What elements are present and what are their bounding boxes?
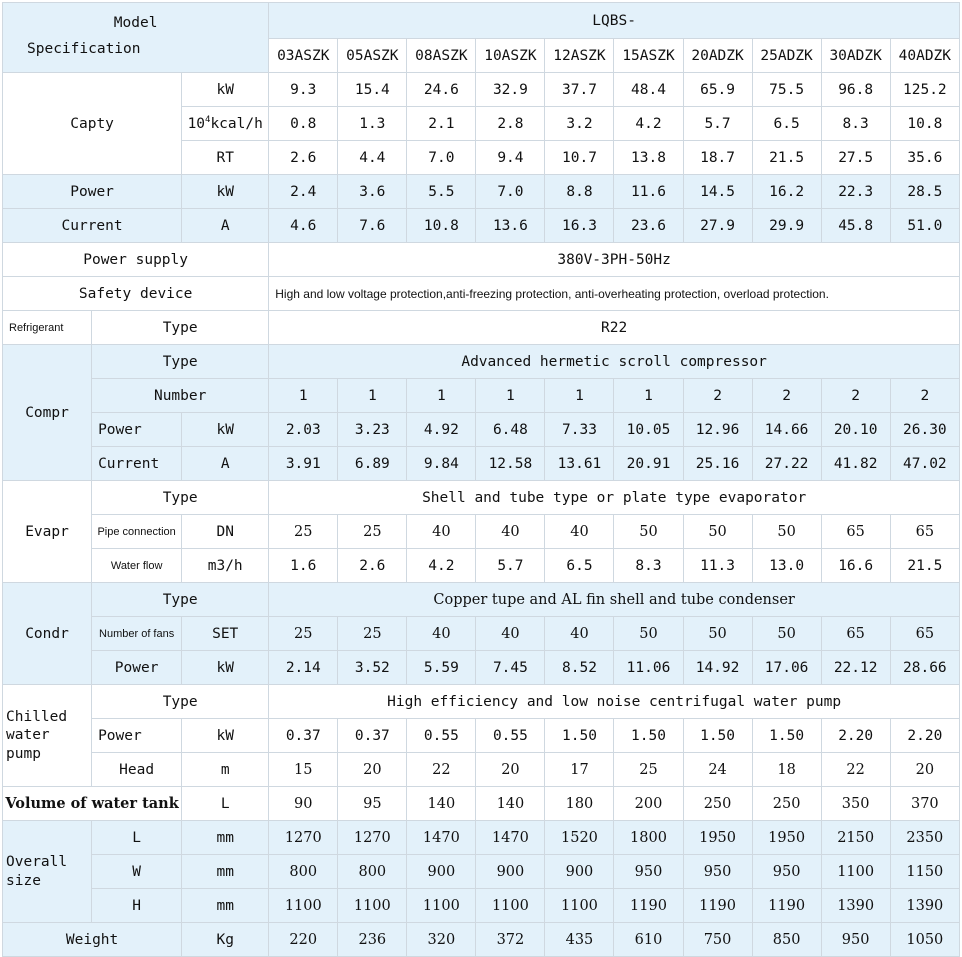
value-cell: 51.0	[890, 209, 959, 243]
size-h-label: H	[92, 889, 182, 923]
value-cell: 10.7	[545, 141, 614, 175]
current-label: Current	[3, 209, 182, 243]
value-cell: 12.58	[476, 447, 545, 481]
power-supply-row	[3, 243, 960, 277]
unit-cell: A	[182, 447, 269, 481]
value-cell: 250	[683, 787, 752, 821]
capacity-kw-row	[3, 73, 960, 107]
power-row	[3, 175, 960, 209]
value-cell: 17	[545, 753, 614, 787]
value-cell: 13.0	[752, 549, 821, 583]
value-cell: 4.2	[407, 549, 476, 583]
compressor-type-value: Advanced hermetic scroll compressor	[269, 345, 960, 379]
value-cell: 27.5	[821, 141, 890, 175]
value-cell: 90	[269, 787, 338, 821]
value-cell: 2.6	[269, 141, 338, 175]
value-cell: 6.5	[545, 549, 614, 583]
value-cell: 21.5	[752, 141, 821, 175]
value-cell: 1	[407, 379, 476, 413]
value-cell: 10.05	[614, 413, 683, 447]
value-cell: 8.8	[545, 175, 614, 209]
compressor-type-row	[3, 345, 960, 379]
value-cell: 2.4	[269, 175, 338, 209]
value-cell: 22	[821, 753, 890, 787]
compressor-power-row	[3, 413, 960, 447]
safety-device-row	[3, 277, 960, 311]
value-cell: 27.22	[752, 447, 821, 481]
value-cell: 1390	[890, 889, 959, 923]
value-cell: 50	[614, 515, 683, 549]
value-cell: 11.6	[614, 175, 683, 209]
value-cell: 1270	[338, 821, 407, 855]
value-cell: 0.55	[407, 719, 476, 753]
unit-prefix: 10	[187, 115, 206, 132]
value-cell: 0.55	[476, 719, 545, 753]
value-cell: 1950	[683, 821, 752, 855]
compressor-number-label: Number	[92, 379, 269, 413]
value-cell: 14.92	[683, 651, 752, 685]
compressor-current-label: Current	[92, 447, 182, 481]
value-cell: 10.8	[890, 107, 959, 141]
pipe-connection-label: Pipe connection	[92, 515, 182, 549]
value-cell: 6.48	[476, 413, 545, 447]
value-cell: 2.6	[338, 549, 407, 583]
value-cell: 50	[752, 617, 821, 651]
value-cell: 7.33	[545, 413, 614, 447]
value-cell: 4.4	[338, 141, 407, 175]
spec-table	[2, 2, 960, 957]
value-cell: 45.8	[821, 209, 890, 243]
power-supply-value: 380V-3PH-50Hz	[269, 243, 960, 277]
value-cell: 7.0	[476, 175, 545, 209]
compressor-power-label: Power	[92, 413, 182, 447]
value-cell: 1190	[752, 889, 821, 923]
value-cell: 250	[752, 787, 821, 821]
value-cell: 50	[683, 515, 752, 549]
condenser-power-row	[3, 651, 960, 685]
number-of-fans-label: Number of fans	[92, 617, 182, 651]
model-header-cell: 40ADZK	[890, 39, 959, 73]
value-cell: 610	[614, 923, 683, 957]
value-cell: 6.89	[338, 447, 407, 481]
value-cell: 236	[338, 923, 407, 957]
header-row-series	[3, 3, 960, 39]
unit-cell: DN	[182, 515, 269, 549]
value-cell: 8.3	[614, 549, 683, 583]
value-cell: 2350	[890, 821, 959, 855]
value-cell: 372	[476, 923, 545, 957]
value-cell: 13.8	[614, 141, 683, 175]
value-cell: 28.66	[890, 651, 959, 685]
size-w-row	[3, 855, 960, 889]
value-cell: 370	[890, 787, 959, 821]
value-cell: 3.6	[338, 175, 407, 209]
value-cell: 28.5	[890, 175, 959, 209]
pump-type-label: Type	[92, 685, 269, 719]
model-header-cell: 12ASZK	[545, 39, 614, 73]
value-cell: 950	[821, 923, 890, 957]
value-cell: 350	[821, 787, 890, 821]
pump-power-row	[3, 719, 960, 753]
value-cell: 2.8	[476, 107, 545, 141]
model-header-cell: 20ADZK	[683, 39, 752, 73]
chilled-water-pump-label: Chilled water pump	[3, 685, 92, 787]
value-cell: 40	[545, 617, 614, 651]
value-cell: 900	[545, 855, 614, 889]
value-cell: 950	[752, 855, 821, 889]
value-cell: 9.4	[476, 141, 545, 175]
value-cell: 1.50	[683, 719, 752, 753]
value-cell: 21.5	[890, 549, 959, 583]
value-cell: 40	[476, 515, 545, 549]
value-cell: 65	[890, 515, 959, 549]
evaporator-flow-row	[3, 549, 960, 583]
value-cell: 1100	[821, 855, 890, 889]
value-cell: 20.91	[614, 447, 683, 481]
value-cell: 140	[476, 787, 545, 821]
value-cell: 11.3	[683, 549, 752, 583]
unit-cell: SET	[182, 617, 269, 651]
value-cell: 15.4	[338, 73, 407, 107]
value-cell: 13.6	[476, 209, 545, 243]
value-cell: 1	[269, 379, 338, 413]
value-cell: 25	[338, 617, 407, 651]
value-cell: 50	[683, 617, 752, 651]
value-cell: 1520	[545, 821, 614, 855]
value-cell: 9.3	[269, 73, 338, 107]
value-cell: 20	[338, 753, 407, 787]
value-cell: 95	[338, 787, 407, 821]
model-header-cell: 30ADZK	[821, 39, 890, 73]
value-cell: 50	[614, 617, 683, 651]
unit-cell: kW	[182, 413, 269, 447]
unit-cell: Kg	[182, 923, 269, 957]
value-cell: 950	[614, 855, 683, 889]
unit-exponent: 4	[205, 115, 211, 126]
size-h-row	[3, 889, 960, 923]
unit-cell	[182, 107, 269, 141]
value-cell: 35.6	[890, 141, 959, 175]
model-header-cell: 25ADZK	[752, 39, 821, 73]
value-cell: 1950	[752, 821, 821, 855]
value-cell: 10.8	[407, 209, 476, 243]
unit-suffix: kcal/h	[210, 115, 263, 132]
weight-row	[3, 923, 960, 957]
value-cell: 4.92	[407, 413, 476, 447]
value-cell: 3.91	[269, 447, 338, 481]
evaporator-pipe-row	[3, 515, 960, 549]
water-tank-row	[3, 787, 960, 821]
value-cell: 3.52	[338, 651, 407, 685]
value-cell: 1.50	[545, 719, 614, 753]
unit-cell: m3/h	[182, 549, 269, 583]
unit-cell: kW	[182, 175, 269, 209]
value-cell: 22	[407, 753, 476, 787]
value-cell: 25	[269, 515, 338, 549]
value-cell: 16.3	[545, 209, 614, 243]
value-cell: 1.3	[338, 107, 407, 141]
value-cell: 1190	[683, 889, 752, 923]
value-cell: 0.8	[269, 107, 338, 141]
evaporator-type-row	[3, 481, 960, 515]
value-cell: 6.5	[752, 107, 821, 141]
value-cell: 5.7	[476, 549, 545, 583]
unit-cell: mm	[182, 889, 269, 923]
value-cell: 435	[545, 923, 614, 957]
value-cell: 96.8	[821, 73, 890, 107]
pump-power-label: Power	[92, 719, 182, 753]
evaporator-label: Evapr	[3, 481, 92, 583]
value-cell: 1390	[821, 889, 890, 923]
pump-type-row	[3, 685, 960, 719]
value-cell: 1100	[338, 889, 407, 923]
value-cell: 1800	[614, 821, 683, 855]
value-cell: 22.12	[821, 651, 890, 685]
specification-label: Specification	[27, 41, 141, 57]
size-w-label: W	[92, 855, 182, 889]
value-cell: 0.37	[338, 719, 407, 753]
value-cell: 320	[407, 923, 476, 957]
value-cell: 8.3	[821, 107, 890, 141]
value-cell: 2.03	[269, 413, 338, 447]
value-cell: 1050	[890, 923, 959, 957]
value-cell: 800	[269, 855, 338, 889]
value-cell: 2.20	[890, 719, 959, 753]
value-cell: 200	[614, 787, 683, 821]
value-cell: 18	[752, 753, 821, 787]
size-l-row	[3, 821, 960, 855]
model-header-cell: 10ASZK	[476, 39, 545, 73]
value-cell: 1100	[545, 889, 614, 923]
value-cell: 23.6	[614, 209, 683, 243]
condenser-type-value: Copper tupe and AL fin shell and tube condenser	[269, 583, 960, 617]
value-cell: 65	[821, 617, 890, 651]
value-cell: 7.6	[338, 209, 407, 243]
value-cell: 1	[338, 379, 407, 413]
model-header-cell: 05ASZK	[338, 39, 407, 73]
model-header-cell: 08ASZK	[407, 39, 476, 73]
value-cell: 11.06	[614, 651, 683, 685]
value-cell: 5.5	[407, 175, 476, 209]
compressor-type-label: Type	[92, 345, 269, 379]
value-cell: 125.2	[890, 73, 959, 107]
value-cell: 75.5	[752, 73, 821, 107]
value-cell: 7.45	[476, 651, 545, 685]
value-cell: 16.2	[752, 175, 821, 209]
value-cell: 1100	[269, 889, 338, 923]
refrigerant-label: Refrigerant	[3, 311, 92, 345]
size-l-label: L	[92, 821, 182, 855]
value-cell: 140	[407, 787, 476, 821]
refrigerant-value: R22	[269, 311, 960, 345]
value-cell: 25	[338, 515, 407, 549]
value-cell: 2150	[821, 821, 890, 855]
value-cell: 5.59	[407, 651, 476, 685]
value-cell: 32.9	[476, 73, 545, 107]
value-cell: 12.96	[683, 413, 752, 447]
value-cell: 16.6	[821, 549, 890, 583]
value-cell: 37.7	[545, 73, 614, 107]
capacity-label: Capty	[3, 73, 182, 175]
value-cell: 900	[476, 855, 545, 889]
value-cell: 1150	[890, 855, 959, 889]
value-cell: 1.50	[752, 719, 821, 753]
value-cell: 1	[476, 379, 545, 413]
unit-cell: mm	[182, 821, 269, 855]
value-cell: 24.6	[407, 73, 476, 107]
unit-cell: L	[182, 787, 269, 821]
value-cell: 2	[752, 379, 821, 413]
value-cell: 900	[407, 855, 476, 889]
unit-cell: kW	[182, 73, 269, 107]
value-cell: 40	[476, 617, 545, 651]
value-cell: 4.6	[269, 209, 338, 243]
water-flow-label: Water flow	[92, 549, 182, 583]
value-cell: 15	[269, 753, 338, 787]
value-cell: 2	[821, 379, 890, 413]
value-cell: 65	[821, 515, 890, 549]
value-cell: 4.2	[614, 107, 683, 141]
refrigerant-row	[3, 311, 960, 345]
value-cell: 2	[683, 379, 752, 413]
value-cell: 65.9	[683, 73, 752, 107]
pump-head-label: Head	[92, 753, 182, 787]
value-cell: 800	[338, 855, 407, 889]
value-cell: 40	[407, 515, 476, 549]
value-cell: 29.9	[752, 209, 821, 243]
value-cell: 20	[890, 753, 959, 787]
value-cell: 7.0	[407, 141, 476, 175]
condenser-power-label: Power	[92, 651, 182, 685]
value-cell: 2	[890, 379, 959, 413]
condenser-type-label: Type	[92, 583, 269, 617]
value-cell: 40	[545, 515, 614, 549]
value-cell: 1100	[407, 889, 476, 923]
value-cell: 14.66	[752, 413, 821, 447]
value-cell: 1270	[269, 821, 338, 855]
value-cell: 1470	[476, 821, 545, 855]
evaporator-type-value: Shell and tube type or plate type evaporator	[269, 481, 960, 515]
unit-cell: mm	[182, 855, 269, 889]
value-cell: 3.2	[545, 107, 614, 141]
value-cell: 1.6	[269, 549, 338, 583]
model-label: Model	[113, 15, 158, 31]
value-cell: 18.7	[683, 141, 752, 175]
condenser-fans-row	[3, 617, 960, 651]
unit-cell: RT	[182, 141, 269, 175]
value-cell: 20.10	[821, 413, 890, 447]
value-cell: 25.16	[683, 447, 752, 481]
value-cell: 950	[683, 855, 752, 889]
weight-label: Weight	[3, 923, 182, 957]
value-cell: 2.1	[407, 107, 476, 141]
value-cell: 750	[683, 923, 752, 957]
value-cell: 220	[269, 923, 338, 957]
unit-cell: kW	[182, 651, 269, 685]
value-cell: 65	[890, 617, 959, 651]
value-cell: 9.84	[407, 447, 476, 481]
model-header-cell: 03ASZK	[269, 39, 338, 73]
value-cell: 20	[476, 753, 545, 787]
value-cell: 1100	[476, 889, 545, 923]
value-cell: 25	[614, 753, 683, 787]
condenser-label: Condr	[3, 583, 92, 685]
pump-head-row	[3, 753, 960, 787]
condenser-type-row	[3, 583, 960, 617]
unit-cell: kW	[182, 719, 269, 753]
value-cell: 3.23	[338, 413, 407, 447]
value-cell: 0.37	[269, 719, 338, 753]
value-cell: 180	[545, 787, 614, 821]
value-cell: 41.82	[821, 447, 890, 481]
value-cell: 1	[614, 379, 683, 413]
value-cell: 13.61	[545, 447, 614, 481]
value-cell: 8.52	[545, 651, 614, 685]
value-cell: 2.20	[821, 719, 890, 753]
compressor-number-row	[3, 379, 960, 413]
power-label: Power	[3, 175, 182, 209]
value-cell: 25	[269, 617, 338, 651]
value-cell: 1190	[614, 889, 683, 923]
value-cell: 17.06	[752, 651, 821, 685]
unit-cell: A	[182, 209, 269, 243]
overall-size-label: Overall size	[3, 821, 92, 923]
value-cell: 850	[752, 923, 821, 957]
unit-cell: m	[182, 753, 269, 787]
safety-device-label: Safety device	[3, 277, 269, 311]
model-header-cell: 15ASZK	[614, 39, 683, 73]
compressor-label: Compr	[3, 345, 92, 481]
safety-device-value: High and low voltage protection,anti-freezing protection, anti-overheating protection, overload protection.	[269, 277, 960, 311]
series-label: LQBS-	[269, 3, 960, 39]
evaporator-type-label: Type	[92, 481, 269, 515]
header-corner-cell	[3, 3, 269, 73]
current-row	[3, 209, 960, 243]
refrigerant-type-label: Type	[92, 311, 269, 345]
value-cell: 14.5	[683, 175, 752, 209]
value-cell: 1.50	[614, 719, 683, 753]
value-cell: 47.02	[890, 447, 959, 481]
value-cell: 5.7	[683, 107, 752, 141]
value-cell: 27.9	[683, 209, 752, 243]
value-cell: 50	[752, 515, 821, 549]
power-supply-label: Power supply	[3, 243, 269, 277]
value-cell: 40	[407, 617, 476, 651]
compressor-current-row	[3, 447, 960, 481]
value-cell: 22.3	[821, 175, 890, 209]
water-tank-label: Volume of water tank	[3, 787, 182, 821]
value-cell: 26.30	[890, 413, 959, 447]
value-cell: 24	[683, 753, 752, 787]
value-cell: 48.4	[614, 73, 683, 107]
value-cell: 2.14	[269, 651, 338, 685]
value-cell: 1470	[407, 821, 476, 855]
pump-type-value: High efficiency and low noise centrifugal water pump	[269, 685, 960, 719]
value-cell: 1	[545, 379, 614, 413]
